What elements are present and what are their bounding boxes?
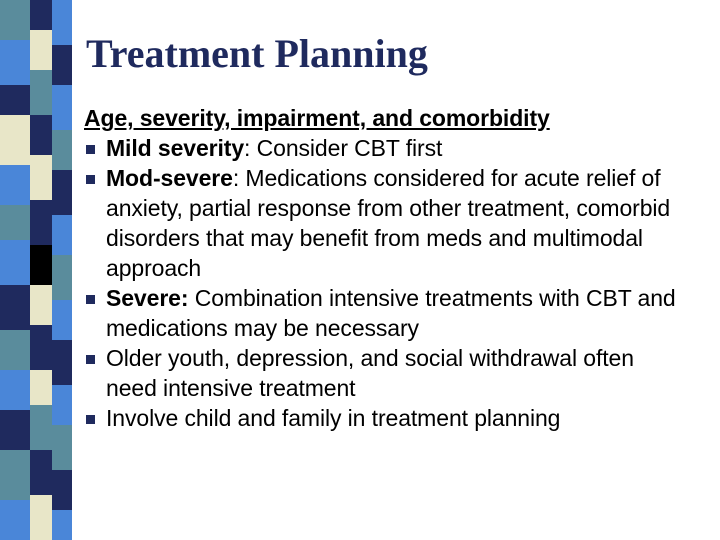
strip-block	[30, 30, 52, 70]
strip-block	[0, 40, 30, 85]
strip-block	[30, 325, 52, 370]
strip-block	[30, 450, 52, 495]
strip-block	[30, 495, 52, 540]
strip-block	[52, 300, 72, 340]
strip-block	[0, 370, 30, 410]
list-item	[84, 283, 684, 343]
list-item	[84, 133, 684, 163]
strip-block	[30, 200, 52, 245]
strip-block	[52, 85, 72, 130]
strip-block	[52, 215, 72, 255]
strip-block	[52, 510, 72, 540]
strip-block	[0, 450, 30, 500]
strip-block	[0, 330, 30, 370]
strip-block	[52, 170, 72, 215]
square-bullet-icon	[86, 415, 95, 424]
strip-block	[52, 340, 72, 385]
strip-block	[0, 205, 30, 240]
strip-block	[0, 240, 30, 285]
strip-block	[30, 115, 52, 155]
strip-block	[52, 0, 72, 45]
strip-block	[0, 0, 30, 40]
strip-block	[0, 115, 30, 165]
strip-block	[30, 70, 52, 115]
bullet-list	[84, 133, 684, 433]
bullet-text: Involve child and family in treatment planning	[106, 405, 561, 431]
list-item	[84, 403, 684, 433]
bullet-text: Older youth, depression, and social withdrawal often need intensive treatment	[106, 345, 634, 401]
strip-block	[30, 285, 52, 325]
square-bullet-icon	[86, 145, 95, 154]
slide-title: Treatment Planning	[86, 31, 428, 76]
strip-block	[0, 500, 30, 540]
square-bullet-icon	[86, 295, 95, 304]
square-bullet-icon	[86, 355, 95, 364]
bullet-bold-text: Mod-severe	[106, 165, 233, 191]
bullet-text: Combination intensive treatments with CBT and medications may be necessary	[106, 285, 676, 341]
strip-block	[30, 405, 52, 450]
strip-block	[52, 130, 72, 170]
strip-block	[52, 45, 72, 85]
decorative-side-strip	[0, 0, 72, 540]
strip-block	[0, 410, 30, 450]
list-item	[84, 163, 684, 283]
strip-block	[52, 470, 72, 510]
slide-content	[84, 103, 684, 433]
bullet-text: : Consider CBT first	[244, 135, 443, 161]
strip-block	[52, 425, 72, 470]
section-heading: Age, severity, impairment, and comorbidity	[84, 105, 550, 131]
strip-block	[52, 385, 72, 425]
bullet-bold-text: Severe:	[106, 285, 195, 311]
bullet-bold-text: Mild severity	[106, 135, 245, 161]
strip-block	[0, 285, 30, 330]
strip-block	[30, 155, 52, 200]
bullet-text: : Medications considered for acute relief of anxiety, partial response from other treatment, comorbid disorders that may benefit from meds and multimodal approach	[106, 165, 671, 281]
strip-block	[52, 255, 72, 300]
strip-block	[30, 0, 52, 30]
square-bullet-icon	[86, 175, 95, 184]
list-item	[84, 343, 684, 403]
strip-block	[0, 165, 30, 205]
strip-block	[30, 370, 52, 405]
strip-block	[0, 85, 30, 115]
strip-block	[30, 245, 52, 285]
